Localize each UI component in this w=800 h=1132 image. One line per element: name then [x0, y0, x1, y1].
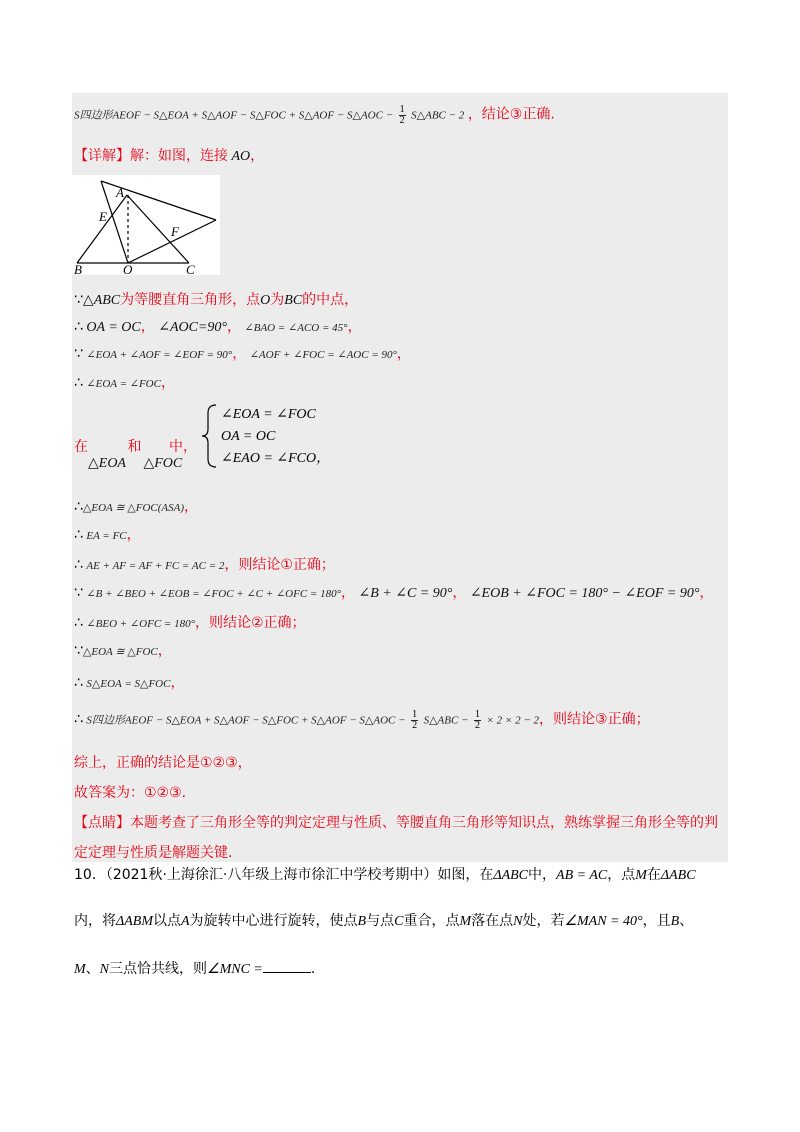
oa-oc-line	[74, 318, 362, 337]
text: 为旋转中心进行旋转，使点	[189, 913, 358, 929]
therefore-symbol: ∴	[74, 675, 83, 691]
comment-tag: 【点睛】	[74, 815, 130, 831]
math: A	[180, 914, 190, 929]
congruent-line-2	[74, 642, 172, 661]
math: B	[670, 914, 680, 929]
math: ∠B + ∠C = 90°	[358, 586, 453, 601]
frac-den: 2	[412, 720, 418, 731]
label-B: B	[74, 262, 82, 275]
math: C	[394, 914, 404, 929]
question-10	[74, 866, 734, 990]
text: 、	[85, 961, 100, 977]
math: ΔABC	[660, 868, 696, 883]
answer-blank[interactable]	[263, 960, 311, 973]
math: B	[357, 914, 367, 929]
therefore-symbol: ∴	[74, 711, 83, 728]
math: ∠B + ∠BEO + ∠EOB = ∠FOC + ∠C + ∠OFC = 180°	[86, 588, 341, 600]
question-source: （2021秋·上海徐汇·八年级上海市徐汇中学校考期中）如图，在	[105, 867, 494, 883]
text: 中，	[528, 867, 557, 883]
segment-AC	[127, 195, 189, 263]
math-BC: BC	[284, 293, 303, 308]
because-symbol: ∵	[74, 292, 83, 308]
therefore-symbol: ∴	[74, 557, 83, 573]
text: .	[310, 961, 316, 977]
math: △FOC	[143, 456, 183, 471]
area-formula-tail: S△ABC − 2	[411, 109, 465, 122]
math: AB = AC	[556, 868, 608, 883]
math: ΔABM	[116, 914, 153, 929]
brace-line-1: ∠EOA = ∠FOC	[221, 407, 316, 422]
math: OA = OC	[86, 320, 141, 335]
frac-num: 1	[474, 709, 480, 720]
label-C: C	[186, 262, 195, 275]
angles-line	[74, 345, 411, 364]
math: ∠MAN = 40°	[564, 914, 643, 929]
fraction-half	[411, 710, 418, 731]
math: ∠AOC=90°	[158, 320, 228, 335]
therefore-symbol: ∴	[74, 527, 83, 543]
summary-paragraph	[74, 748, 724, 868]
comment-text: 本题考查了三角形全等的判定定理与性质、等腰直角三角形等知识点，熟练掌握三角形全等的判定定理与性质是解题关键.	[74, 815, 718, 861]
eoa-foc-line	[74, 374, 175, 393]
sep: ，	[232, 346, 247, 362]
text: 处，若	[522, 913, 565, 929]
detail-line	[74, 147, 264, 166]
triangle-diagram	[72, 175, 220, 275]
geometry-figure	[72, 175, 220, 275]
math: S△ABC −	[423, 714, 469, 727]
frac-den: 2	[474, 720, 480, 731]
sum-line	[74, 556, 335, 575]
summary-text: 综上，正确的结论是①②③，	[74, 755, 252, 771]
math: ∠EOA = ∠FOC	[86, 378, 161, 390]
question-number: 10．	[74, 867, 106, 883]
math: ∠BAO = ∠ACO = 45°	[244, 322, 348, 334]
text: 为	[270, 292, 285, 308]
math: N	[513, 914, 523, 929]
sep: ，	[170, 675, 185, 691]
sep: ，	[316, 451, 331, 466]
text: 中，	[169, 439, 197, 455]
beo-line	[74, 614, 306, 633]
sep: ，	[126, 527, 141, 543]
therefore-symbol: ∴	[74, 375, 83, 391]
text: ，且	[642, 913, 671, 929]
math: M	[635, 868, 647, 883]
brace-content	[221, 404, 330, 470]
math: AE + AF = AF + FC = AC = 2	[86, 560, 225, 572]
angle-sum-line	[74, 584, 713, 603]
because-symbol: ∵	[74, 346, 83, 362]
sep: ，	[699, 585, 714, 601]
conclusion-2: ，则结论②正确；	[194, 615, 306, 631]
text: 以点	[152, 913, 181, 929]
fraction-half	[474, 710, 481, 731]
label-O: O	[123, 262, 133, 275]
fraction-half	[399, 105, 406, 126]
because-symbol: ∵	[74, 643, 83, 659]
frac-num: 1	[412, 709, 418, 720]
sep: ，	[140, 319, 155, 335]
math: ∠MNC =	[207, 962, 263, 977]
conclusion-3: ，则结论③正确；	[539, 711, 650, 728]
sep: ，	[452, 585, 467, 601]
frac-den: 2	[399, 115, 405, 126]
text: 在	[74, 439, 88, 455]
detail-text: 解：如图，连接	[130, 148, 228, 164]
math-ABC: △ABC	[82, 293, 121, 308]
text: 和	[127, 439, 142, 455]
conclusion-text: ，结论③正确.	[467, 106, 555, 123]
math: △EOA ≅ △FOC	[82, 646, 158, 658]
sep: ，	[347, 319, 362, 335]
text: 的中点，	[302, 292, 359, 308]
ea-fc-line	[74, 526, 141, 545]
frac-num: 1	[399, 104, 405, 115]
because-symbol: ∵	[74, 585, 83, 601]
text: 、	[679, 913, 694, 929]
text: 与点	[366, 913, 395, 929]
math: × 2 × 2 − 2	[486, 714, 540, 727]
therefore-symbol: ∴	[74, 499, 83, 515]
sep: ，	[157, 643, 172, 659]
brace-line-2: OA = OC	[221, 429, 276, 444]
congruent-line	[74, 498, 198, 517]
math: ∠EOA + ∠AOF = ∠EOF = 90°	[86, 349, 233, 361]
sep: ，	[160, 375, 175, 391]
math: ΔABC	[493, 868, 529, 883]
label-A: A	[116, 185, 124, 200]
area-formula-line	[74, 105, 555, 126]
text: 在	[646, 867, 661, 883]
math: S△EOA = S△FOC	[86, 678, 171, 690]
label-E: E	[99, 209, 107, 224]
detail-tag: 【详解】	[74, 148, 130, 164]
triangle-names	[88, 455, 182, 473]
answer-text: 故答案为：①②③.	[74, 785, 187, 801]
label-F: F	[171, 224, 179, 239]
detail-end: ，	[250, 148, 265, 164]
area-formula: S四边形AEOF − S△EOA + S△AOF − S△FOC + S△AOF − S△AOC −	[74, 109, 394, 122]
conclusion-1: ，则结论①正确；	[224, 557, 335, 573]
text: 为等腰直角三角形，点	[120, 292, 261, 308]
premise-line	[74, 291, 358, 310]
area-equal-line	[74, 674, 184, 693]
brace-line-3: ∠EAO = ∠FCO	[221, 451, 317, 466]
sep: ，	[396, 346, 411, 362]
math: S四边形AEOF − S△EOA + S△AOF − S△FOC + S△AOF − S△AOC −	[86, 714, 406, 727]
therefore-symbol: ∴	[74, 319, 83, 335]
therefore-symbol: ∴	[74, 615, 83, 631]
text: 内，将	[74, 913, 116, 929]
math: M	[74, 962, 86, 977]
text: 三点恰共线，则	[109, 961, 208, 977]
math: △EOA	[88, 456, 126, 471]
math: ∠BEO + ∠OFC = 180°	[86, 618, 195, 630]
math: M	[459, 914, 472, 929]
math: △EOA ≅ △FOC(ASA)	[82, 502, 185, 514]
math: N	[99, 962, 110, 977]
sep: ，	[227, 319, 242, 335]
sep: ，	[340, 585, 355, 601]
text: 重合，点	[403, 913, 460, 929]
segment-BA	[77, 195, 127, 263]
final-area-line	[74, 710, 650, 731]
text: 落在点	[471, 913, 514, 929]
math-O: O	[260, 293, 271, 308]
math: ∠EOB + ∠FOC = 180° − ∠EOF = 90°	[469, 586, 700, 601]
detail-math: AO	[231, 149, 251, 164]
math: EA = FC	[86, 530, 127, 542]
sep: ，	[184, 499, 199, 515]
math: ∠AOF + ∠FOC = ∠AOC = 90°	[249, 349, 397, 361]
text: ，点	[607, 867, 636, 883]
